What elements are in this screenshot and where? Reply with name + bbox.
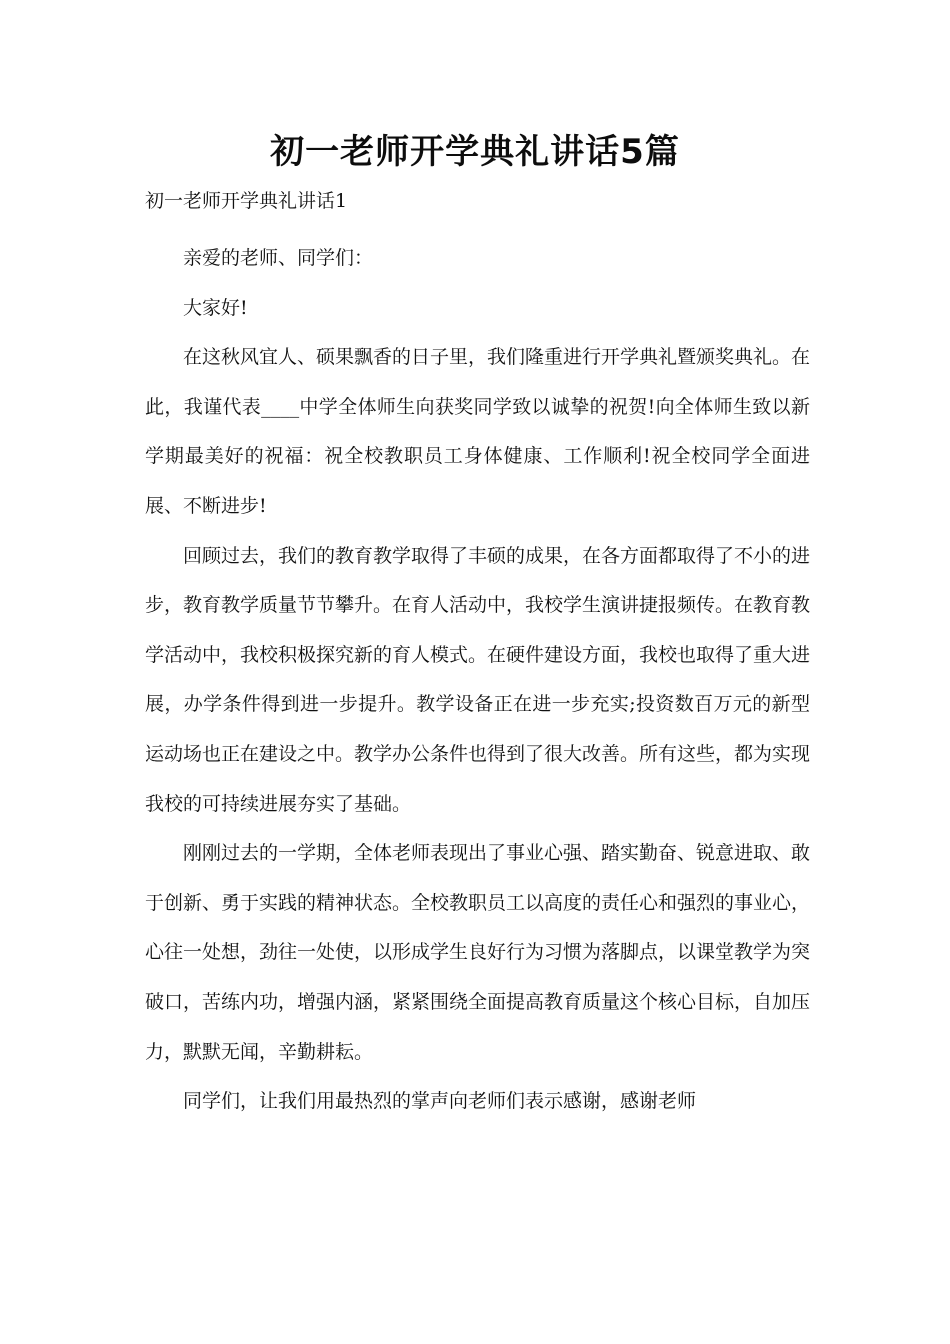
page-title: 初一老师开学典礼讲话5篇: [270, 132, 680, 172]
section-heading: 初一老师开学典礼讲话1: [145, 190, 348, 212]
body-paragraph: 同学们，让我们用最热烈的掌声向老师们表示感谢，感谢老师: [183, 1090, 697, 1113]
document-body: [145, 234, 810, 1127]
body-paragraph: 在这秋风宜人、硕果飘香的日子里，我们隆重进行开学典礼暨颁奖典礼。在此，我谨代表____中学全体师生向获奖同学致以诚挚的祝贺!向全体师生致以新学期最美好的祝福：祝全校教职员工身体健康、工作顺利!祝全校同学全面进展、不断进步!: [145, 346, 811, 517]
salutation-paragraph: 亲爱的老师、同学们：: [183, 247, 374, 269]
body-paragraph: 回顾过去，我们的教育教学取得了丰硕的成果，在各方面都取得了不小的进步，教育教学质量节节攀升。在育人活动中，我校学生演讲捷报频传。在教育教学活动中，我校积极探究新的育人模式。在硬件建设方面，我校也取得了重大进展，办学条件得到进一步提升。教学设备正在进一步充实;投资数百万元的新型运动场也正在建设之中。教学办公条件也得到了很大改善。所有这些，都为实现我校的可持续进展夯实了基础。: [145, 544, 811, 815]
body-paragraph: 刚刚过去的一学期，全体老师表现出了事业心强、踏实勤奋、锐意进取、敢于创新、勇于实践的精神状态。全校教职员工以高度的责任心和强烈的事业心，心往一处想，劲往一处使，以形成学生良好行为习惯为落脚点，以课堂教学为突破口，苦练内功，增强内涵，紧紧围绕全面提高教育质量这个核心目标，自加压力，默默无闻，辛勤耕耘。: [145, 842, 811, 1063]
greeting-paragraph: 大家好!: [183, 296, 248, 319]
